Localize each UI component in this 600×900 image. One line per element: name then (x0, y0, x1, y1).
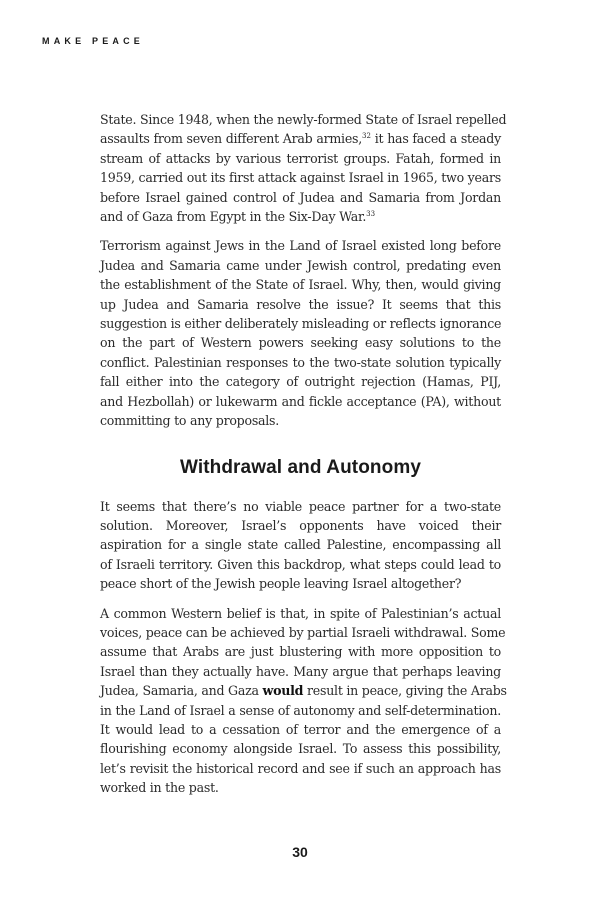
text-line: let’s revisit the historical record and see if such an approach has (100, 760, 501, 776)
text-line: the establishment of the State of Israel. Why, then, would giving (100, 277, 501, 293)
text-span: assaults from seven different Arab armies, (100, 131, 362, 147)
paragraph-state-history (100, 110, 507, 226)
text-line: stream of attacks by various terrorist groups. Fatah, formed in (100, 150, 501, 166)
text-line: peace short of the Jewish people leaving Israel altogether? (100, 576, 462, 592)
page-body (100, 110, 507, 808)
text-line: before Israel gained control of Judea and Samaria from Jordan (100, 189, 501, 205)
footnote-marker[interactable]: 32 (362, 132, 371, 141)
text-line: voices, peace can be achieved by partial Israeli withdrawal. Some (100, 624, 506, 640)
text-line: conflict. Palestinian responses to the two-state solution typically (100, 354, 501, 370)
text-span: and of Gaza from Egypt in the Six-Day War. (100, 209, 367, 225)
text-span: it has faced a steady (370, 131, 501, 147)
text-line: committing to any proposals. (100, 413, 280, 429)
text-line (100, 681, 507, 700)
emphasis-bold: would (262, 683, 304, 699)
page-number: 30 (292, 844, 308, 860)
paragraph-terrorism (100, 236, 501, 430)
text-line: solution. Moreover, Israel’s opponents have voiced their (100, 517, 501, 533)
paragraph-no-peace-partner (100, 497, 501, 594)
footnote-marker[interactable]: 33 (366, 210, 376, 219)
text-line: aspiration for a single state called Palestine, encompassing all (100, 537, 501, 553)
text-line: worked in the past. (100, 780, 219, 796)
text-line: suggestion is either deliberately misleading or reflects ignorance (100, 316, 502, 332)
text-line: assume that Arabs are just blustering with more opposition to (100, 644, 501, 660)
text-span: Judea, Samaria, and Gaza (100, 683, 263, 699)
text-line: fall either into the category of outright rejection (Hamas, PIJ, (100, 374, 501, 390)
text-line: flourishing economy alongside Israel. To assess this possibility, (100, 741, 501, 757)
text-line (100, 129, 501, 148)
text-line: 1959, carried out its first attack against Israel in 1965, two years (100, 170, 501, 186)
text-line: of Israeli territory. Given this backdrop, what steps could lead to (100, 556, 501, 572)
text-line: Judea and Samaria came under Jewish control, predating even (100, 257, 501, 273)
text-span: result in peace, giving the Arabs (303, 683, 507, 699)
text-line: It seems that there’s no viable peace partner for a two-state (100, 498, 501, 514)
text-line (100, 207, 501, 226)
text-line: Terrorism against Jews in the Land of Israel existed long before (100, 238, 501, 254)
text-line: State. Since 1948, when the newly-formed State of Israel repelled (100, 112, 507, 127)
text-line: It would lead to a cessation of terror and the emergence of a (100, 721, 501, 737)
text-line: and Hezbollah) or lukewarm and fickle acceptance (PA), without (100, 393, 501, 409)
text-line: Israel than they actually have. Many argue that perhaps leaving (100, 663, 501, 679)
running-header: MAKE PEACE (42, 36, 145, 46)
text-line: A common Western belief is that, in spite of Palestinian’s actual (100, 605, 501, 621)
paragraph-western-belief (100, 604, 507, 798)
text-line: up Judea and Samaria resolve the issue? It seems that this (100, 296, 501, 312)
text-line: in the Land of Israel a sense of autonomy and self-determination. (100, 702, 501, 718)
section-heading: Withdrawal and Autonomy (179, 456, 422, 478)
text-line: on the part of Western powers seeking easy solutions to the (100, 335, 501, 351)
